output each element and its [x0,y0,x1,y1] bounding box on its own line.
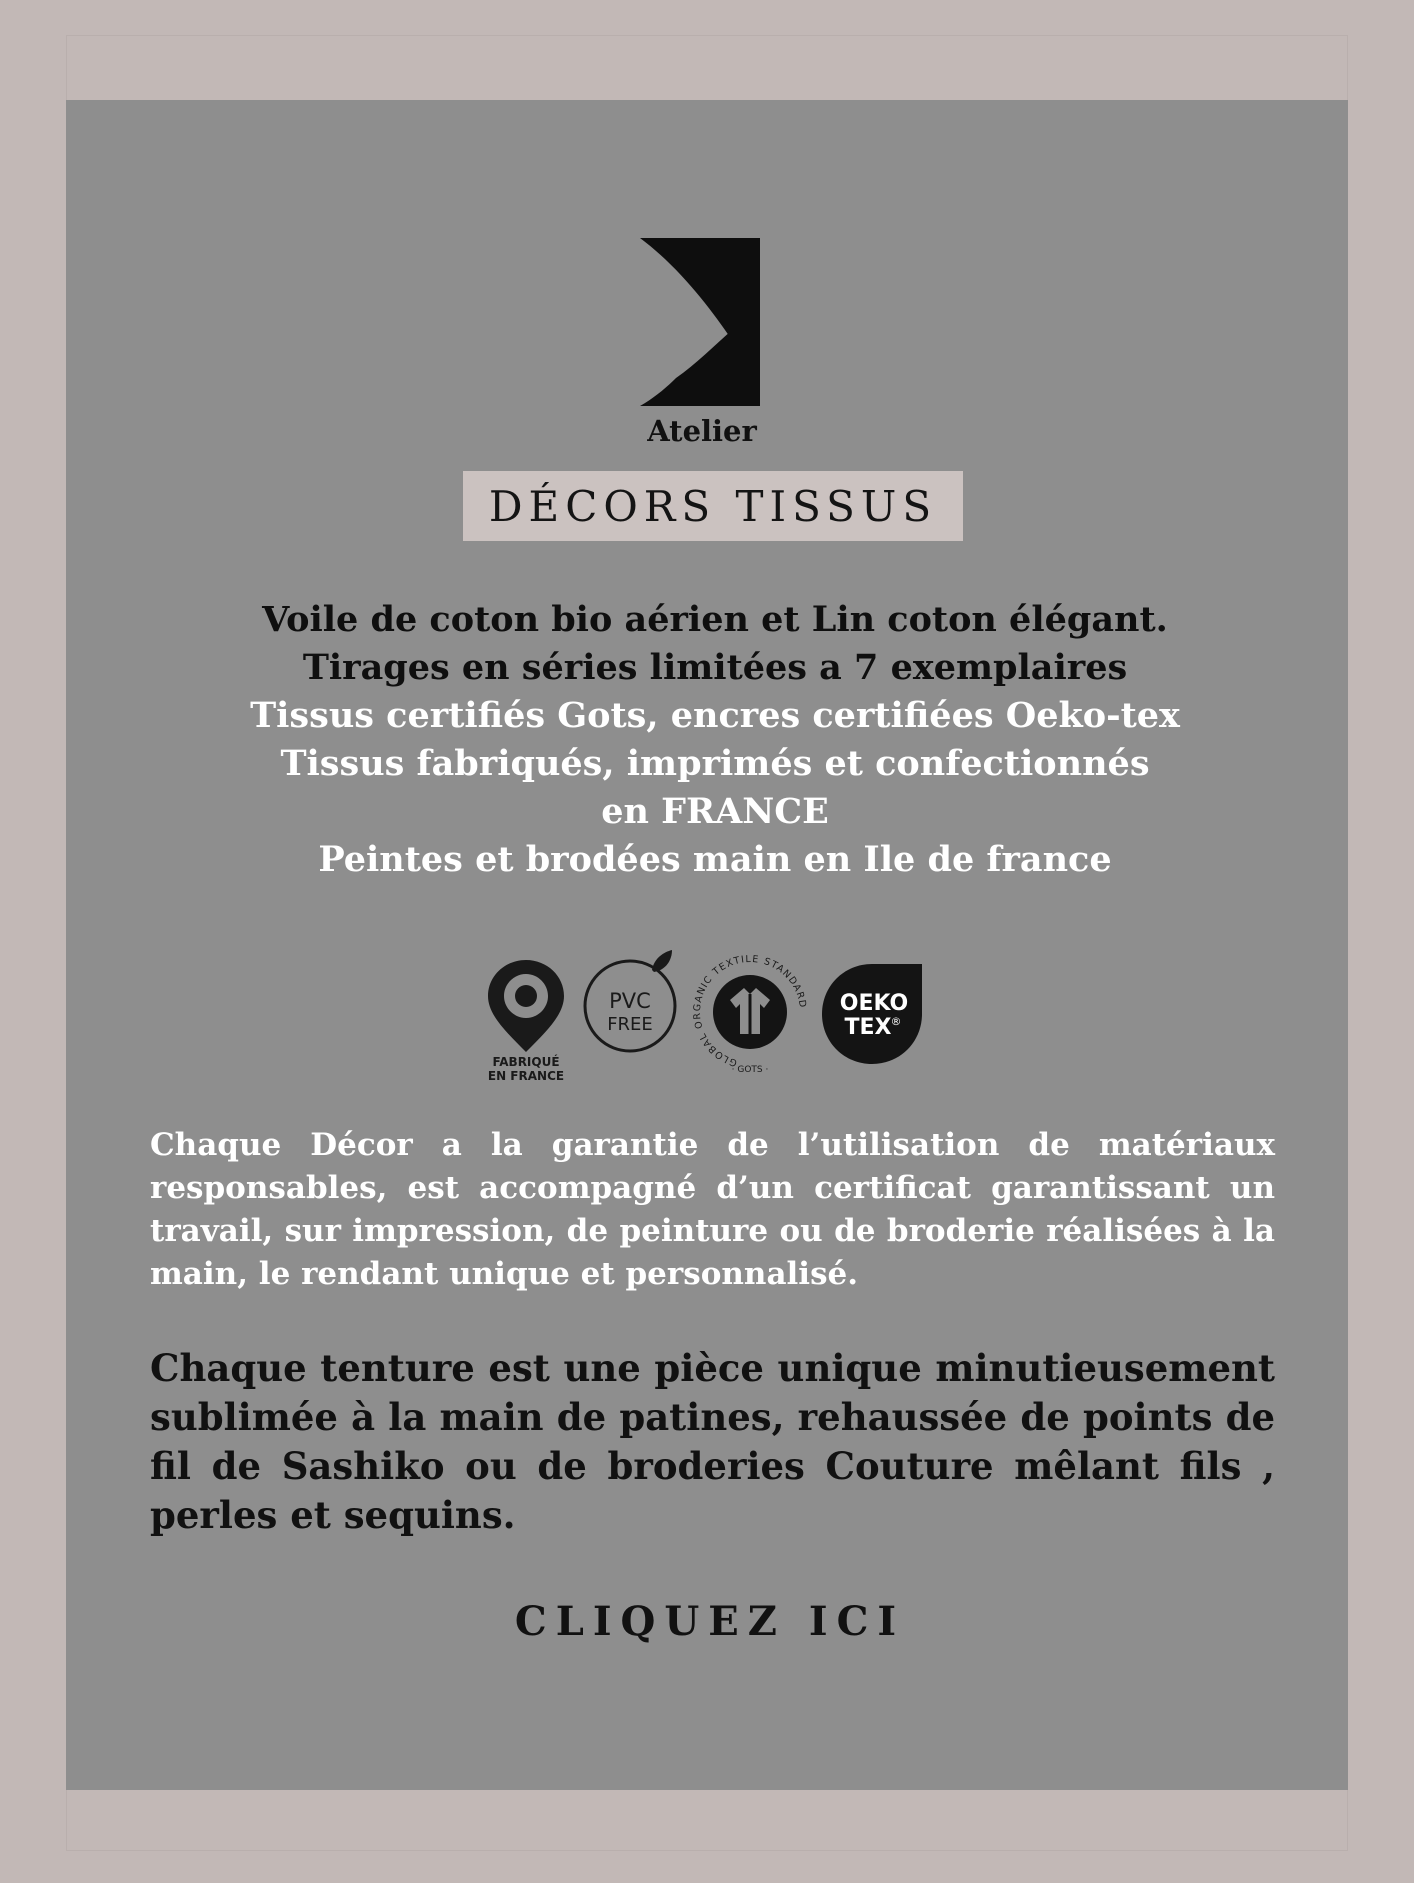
feature-line: en FRANCE [601,791,829,832]
atelier-b-logo [640,238,762,408]
oeko-registered-mark: ® [890,1015,902,1028]
section-title: DÉCORS TISSUS [488,481,938,531]
pvc-free-icon [580,948,680,1058]
guarantee-paragraph: Chaque Décor a la garantie de l’utilisation de matériaux responsables, est accompagné d’un certificat garantissant un travail, sur impression, de peinture ou de broderie réalisées à la main, le rendant unique et personnalisé. [150,1127,1275,1292]
gots-icon [686,948,814,1076]
certification-badges [478,948,928,1088]
fabrique-en-france-icon [478,948,578,1088]
fabrique-line1: FABRIQUÉ [492,1055,560,1069]
oeko-tex-icon [816,948,928,1068]
brand-name: Atelier [647,414,757,448]
tenture-paragraph: Chaque tenture est une pièce unique minutieusement sublimée à la main de patines, rehaussée de points de fil de Sashiko ou de broderies Couture mêlant fils , perles et sequins. [150,1346,1275,1537]
cliquez-ici-button[interactable]: CLIQUEZ ICI [514,1598,906,1645]
pvc-line2: FREE [607,1014,653,1035]
feature-line: Tissus certifiés Gots, encres certifiées Oeko-tex [250,695,1180,736]
pvc-line1: PVC [609,989,651,1013]
feature-line: Peintes et brodées main en Ile de france [318,839,1112,880]
feature-list [150,596,1280,884]
gots-bottom: · GOTS · [731,1065,769,1075]
gots-ring-text: GLOBAL ORGANIC TEXTILE STANDARD [691,953,809,1069]
oeko-line1: OEKO [839,991,909,1016]
fabrique-line2: EN FRANCE [487,1069,565,1083]
feature-line: Tirages en séries limitées a 7 exemplaires [302,647,1128,688]
section-title-box [463,471,963,541]
oeko-line2: TEX [844,1015,892,1040]
feature-line: Tissus fabriqués, imprimés et confectionnés [280,743,1150,784]
feature-line: Voile de coton bio aérien et Lin coton élégant. [262,599,1168,640]
